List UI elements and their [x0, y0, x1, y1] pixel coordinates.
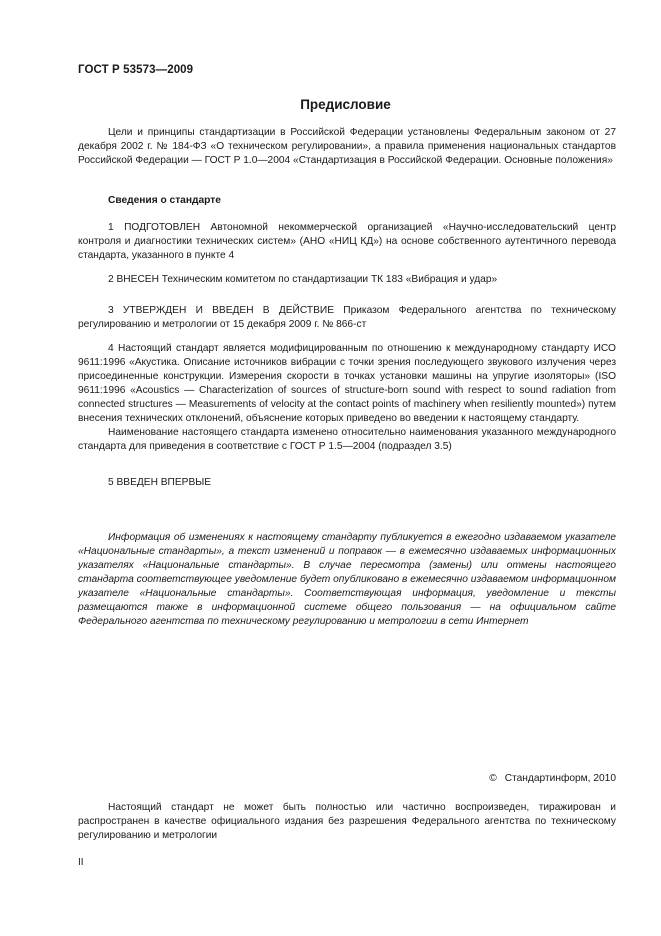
item-1-text: 1 ПОДГОТОВЛЕН Автономной некоммерческой организацией «Научно-исследовательский центр контроля и диагностики технических систем» (АНО «НИЦ КД») на основе собственного аутентичного перевода стандарта, указанного в пункте 4 — [78, 222, 616, 261]
item-5: 5 ВВЕДЕН ВПЕРВЫЕ — [108, 477, 212, 488]
page-number: II — [78, 857, 84, 868]
item-4-text: 4 Настоящий стандарт является модифицированным по отношению к международному стандарту ИСО 9611:1996 «Акустика. Описание источников вибрации с точки зрения последующего звукового излучения через присоединенные конструкции. Измерения скорости в точках установки машины на упругие изоляторы» (ISO 9611:1996 «Acoustics — Characterization of sources of structure-born sound with respect to sound radiation from connected structures — Measurements of velocity at the contact points of machinery when resiliently mounted») путем внесения технических отклонений, объяснение которых приведено во введении к настоящему стандарту. — [78, 343, 616, 424]
section-heading: Сведения о стандарте — [108, 195, 221, 206]
item-4 — [78, 342, 616, 454]
item-3-text: 3 УТВЕРЖДЕН И ВВЕДЕН В ДЕЙСТВИЕ Приказом Федерального агентства по техническому регулированию и метрологии от 15 декабря 2009 г. № 866-ст — [78, 305, 616, 330]
info-notice-text: Информация об изменениях к настоящему стандарту публикуется в ежегодно издаваемом указателе «Национальные стандарты», а текст изменений и поправок — в ежемесячно издаваемых информационных указателях «Национальные стандарты». В случае пересмотра (замены) или отмены настоящего стандарта соответствующее уведомление будет опубликовано в ежемесячно издаваемом информационном указателе «Национальные стандарты». Соответствующая информация, уведомление и тексты размещаются также в информационной системе общего пользования — на официальном сайте Федерального агентства по техническому регулированию и метрологии в сети Интернет — [78, 532, 616, 627]
item-3 — [78, 304, 616, 332]
reproduction-notice-text: Настоящий стандарт не может быть полностью или частично воспроизведен, тиражирован и распространен в качестве официального издания без разрешения Федерального агентства по техническому регулированию и метрологии — [78, 802, 616, 841]
info-notice — [78, 531, 616, 629]
page-title: Предисловие — [300, 97, 391, 112]
reproduction-notice — [78, 801, 616, 843]
document-id: ГОСТ Р 53573—2009 — [78, 64, 194, 76]
item-2-text: 2 ВНЕСЕН Техническим комитетом по стандартизации ТК 183 «Вибрация и удар» — [108, 274, 498, 285]
copyright — [489, 773, 616, 784]
item-1 — [78, 221, 616, 263]
copyright-text: Стандартинформ, 2010 — [504, 773, 616, 784]
copyright-symbol: © — [489, 773, 497, 784]
intro-paragraph — [78, 126, 616, 168]
item-4-note: Наименование настоящего стандарта изменено относительно наименования указанного международного стандарта для приведения в соответствие с ГОСТ Р 1.5—2004 (подраздел 3.5) — [78, 427, 616, 452]
intro-text: Цели и принципы стандартизации в Российской Федерации установлены Федеральным законом от 27 декабря 2002 г. № 184-ФЗ «О техническом регулировании», а правила применения национальных стандартов Российской Федерации — ГОСТ Р 1.0—2004 «Стандартизация в Российской Федерации. Основные положения» — [78, 127, 616, 166]
item-2 — [78, 273, 616, 287]
